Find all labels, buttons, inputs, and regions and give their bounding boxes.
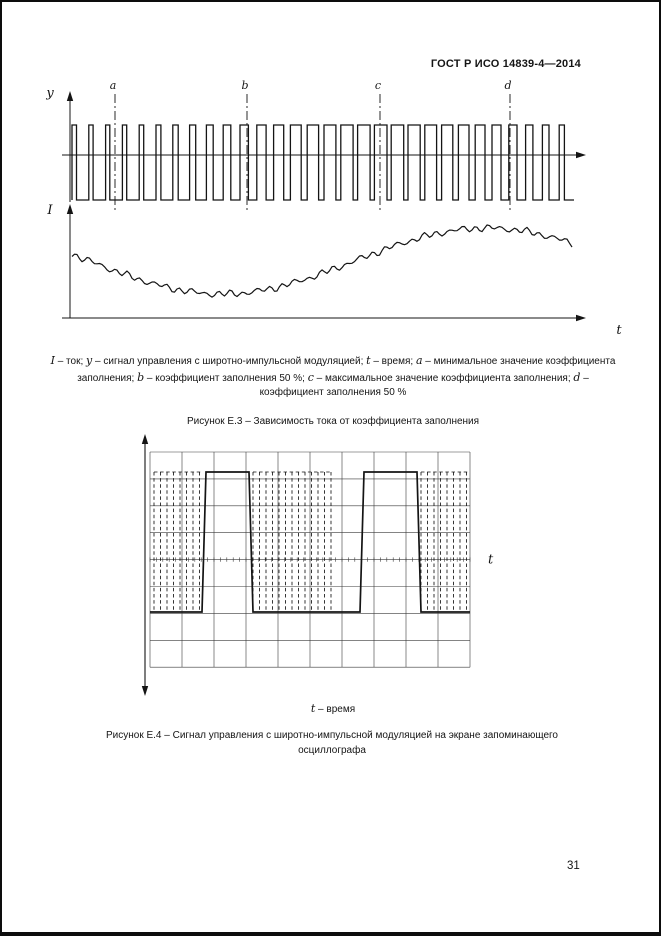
axis-label: d (504, 80, 512, 92)
legend-text-d: – коэффициент заполнения 50 % (259, 372, 589, 398)
axis-arrow (576, 152, 586, 158)
legend-term-y: y (86, 354, 93, 367)
axis-label: t (488, 552, 494, 568)
scope-grid (150, 452, 470, 667)
axis-label: t (616, 323, 622, 338)
legend-text-y: – сигнал управления с широтно-импульсной модуляцией; (92, 356, 367, 367)
axis-label: c (374, 80, 382, 92)
axis-arrow (67, 204, 73, 214)
axis-arrow (576, 315, 586, 321)
axis-label: I (47, 203, 53, 218)
legend-text-a: – минимальное значение коэффициента заполнения; (77, 356, 616, 384)
axis-arrow (67, 91, 73, 101)
legend-term-t: t (366, 354, 371, 367)
axis-label: a (109, 80, 117, 92)
figure-e3-caption: Рисунок Е.3 – Зависимость тока от коэффициента заполнения (186, 416, 480, 427)
axis-label: b (241, 80, 249, 92)
axis-note-text: – время (315, 704, 356, 715)
figure-e4-axis-note (50, 702, 616, 715)
pwm-trace (72, 125, 574, 200)
figure-e4-oscillogram (2, 430, 661, 702)
axis-arrow (142, 434, 148, 444)
axis-label: y (46, 86, 54, 101)
legend-text-i: – ток; (54, 356, 87, 367)
legend-term-c: c (307, 370, 314, 384)
legend-text-c: – максимальное значение коэффициента заполнения; (313, 372, 574, 384)
legend-text-t: – время; (370, 356, 416, 367)
duty-markers (115, 94, 510, 211)
legend-term-b: b (137, 370, 145, 384)
current-trace (72, 225, 572, 297)
figure-e3-plot (2, 80, 661, 348)
axis-arrow (142, 686, 148, 696)
legend-term-a: a (415, 354, 423, 367)
legend-term-i: I (50, 354, 55, 367)
document-header: ГОСТ Р ИСО 14839-4—2014 (430, 58, 581, 70)
figure-e3-legend (50, 353, 616, 401)
axis-note-term: t (310, 702, 316, 715)
page-number: 31 (567, 860, 580, 872)
scope-trace-dashed (154, 472, 468, 612)
legend-text-b: – коэффициент заполнения 50 %; (144, 372, 308, 384)
legend-term-d: d (573, 370, 581, 384)
figure-e4-caption: Рисунок Е.4 – Сигнал управления с широтно-импульсной модуляцией на экране запоминающего осциллографа (105, 730, 558, 756)
